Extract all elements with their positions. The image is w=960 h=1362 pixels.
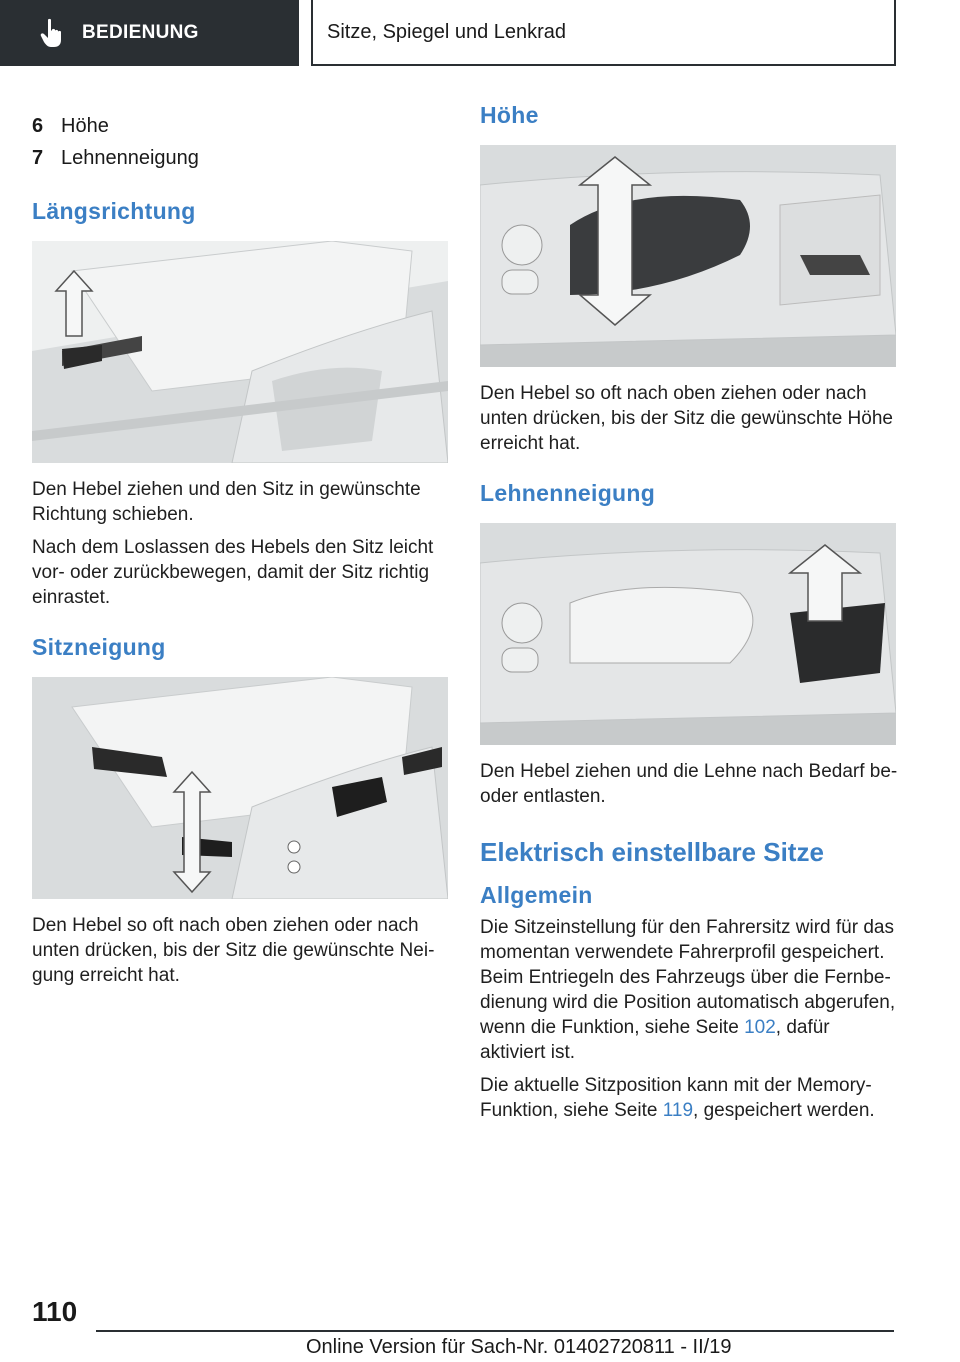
seat-fore-aft-illustration	[32, 241, 448, 463]
seat-illustration-neigung	[32, 677, 448, 899]
chapter-title: BEDIENUNG	[82, 22, 199, 43]
legend-list	[32, 110, 450, 174]
seat-tilt-illustration	[32, 677, 448, 899]
paragraph-text: , gespeichert werden.	[693, 1100, 875, 1121]
heading-hoehe: Höhe	[480, 102, 539, 128]
footer-online-version: Online Version für Sach-Nr. 01402720811 - II/19	[306, 1336, 732, 1358]
left-column	[32, 100, 450, 996]
page-header	[0, 0, 960, 66]
hand-pointer-icon	[40, 18, 66, 48]
seat-illustration-laengs	[32, 241, 448, 463]
heading-sitzneigung: Sitzneigung	[32, 634, 166, 660]
paragraph: Den Hebel ziehen und den Sitz in gewünschte Richtung schieben.	[32, 479, 421, 525]
paragraph-text: Die Sitzeinstellung für den Fahrersitz wird für das momentan verwendete Fahrerprofil gespeichert. Beim Entriegeln des Fahrzeugs über die Fernbedienung wird die Position automatisch abgerufen, wenn die Funktion, siehe Seite	[480, 917, 896, 1038]
list-item-text: Höhe	[61, 115, 109, 137]
list-item-number: 7	[32, 147, 44, 169]
paragraph	[480, 915, 898, 1065]
section-title: Sitze, Spiegel und Lenkrad	[311, 0, 896, 66]
list-item	[32, 142, 450, 174]
list-item-number: 6	[32, 115, 44, 137]
backrest-illustration	[480, 523, 896, 745]
paragraph-text: Die aktuelle Sitzposition kann mit der Memory-Funktion, siehe Seite	[480, 1075, 872, 1121]
page-link-119[interactable]: 119	[662, 1100, 694, 1121]
paragraph: Den Hebel so oft nach oben ziehen oder nach unten drücken, bis der Sitz die gewünschte Höhe erreicht hat.	[480, 383, 893, 454]
paragraph: Den Hebel so oft nach oben ziehen oder nach unten drücken, bis der Sitz die gewünschte Neigung erreicht hat.	[32, 915, 435, 986]
chapter-tab[interactable]	[0, 0, 299, 66]
footer-divider	[96, 1330, 894, 1332]
list-item	[32, 110, 450, 142]
paragraph: Den Hebel ziehen und die Lehne nach Bedarf be- oder entlasten.	[480, 761, 898, 807]
heading-allgemein: Allgemein	[480, 882, 593, 908]
right-column	[480, 100, 898, 1131]
paragraph: Nach dem Loslassen des Hebels den Sitz leicht vor- oder zurückbewegen, damit der Sitz richtig einrastet.	[32, 537, 434, 608]
list-item-text: Lehnenneigung	[61, 147, 199, 169]
heading-laengsrichtung: Längsrichtung	[32, 198, 196, 224]
page-link-102[interactable]: 102	[744, 1017, 776, 1038]
seat-height-illustration	[480, 145, 896, 367]
page-number: 110	[32, 1296, 78, 1327]
paragraph	[480, 1073, 898, 1123]
seat-illustration-lehne	[480, 523, 896, 745]
seat-illustration-hoehe	[480, 145, 896, 367]
heading-elektrisch: Elektrisch einstellbare Sitze	[480, 837, 824, 867]
heading-lehnenneigung: Lehnenneigung	[480, 480, 656, 506]
paragraph-text: , dafür aktiviert ist.	[480, 1017, 830, 1063]
